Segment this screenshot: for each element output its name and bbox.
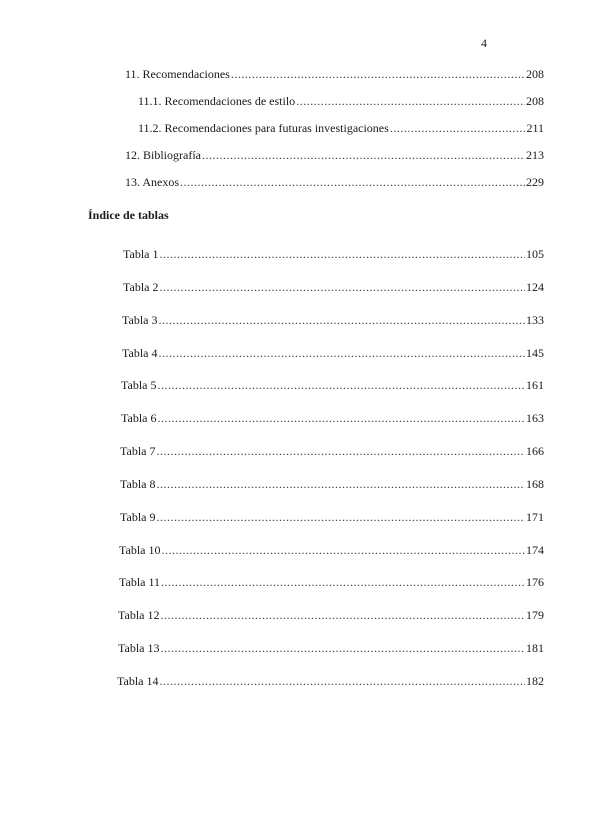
toc-entry-label: 12. Bibliografía bbox=[125, 148, 201, 162]
toc-entry[interactable] bbox=[138, 93, 544, 109]
table-entry-label: Tabla 7 bbox=[120, 444, 156, 458]
table-entry[interactable] bbox=[120, 476, 544, 492]
dot-leader bbox=[231, 66, 525, 82]
dot-leader bbox=[296, 93, 525, 109]
table-entry-page: 163 bbox=[526, 411, 544, 425]
toc-entry[interactable] bbox=[125, 147, 544, 163]
table-entry-page: 145 bbox=[526, 346, 544, 360]
table-entry-label: Tabla 3 bbox=[122, 313, 158, 327]
dot-leader bbox=[159, 673, 525, 689]
dot-leader bbox=[158, 345, 525, 361]
toc-entry-page: 229 bbox=[526, 175, 544, 189]
table-entry-label: Tabla 4 bbox=[122, 346, 158, 360]
dot-leader bbox=[156, 476, 525, 492]
toc-entry-page: 208 bbox=[526, 67, 544, 81]
table-entry-page: 176 bbox=[526, 575, 544, 589]
table-entry[interactable] bbox=[118, 640, 544, 656]
table-entry[interactable] bbox=[122, 312, 544, 328]
table-entry-page: 161 bbox=[526, 378, 544, 392]
toc-entry[interactable] bbox=[125, 66, 544, 82]
toc-entry-page: 211 bbox=[526, 121, 544, 135]
toc-entry-page: 208 bbox=[526, 94, 544, 108]
table-entry[interactable] bbox=[122, 345, 544, 361]
dot-leader bbox=[160, 607, 525, 623]
dot-leader bbox=[156, 509, 525, 525]
dot-leader bbox=[161, 574, 525, 590]
table-entry-label: Tabla 6 bbox=[121, 411, 157, 425]
table-entry-page: 105 bbox=[526, 247, 544, 261]
table-entry-page: 168 bbox=[526, 477, 544, 491]
toc-entry-page: 213 bbox=[526, 148, 544, 162]
dot-leader bbox=[202, 147, 525, 163]
table-entry-page: 181 bbox=[526, 641, 544, 655]
tables-index-heading: Índice de tablas bbox=[88, 208, 169, 222]
toc-entry[interactable] bbox=[138, 120, 544, 136]
table-entry-label: Tabla 10 bbox=[119, 543, 161, 557]
table-entry-page: 133 bbox=[526, 313, 544, 327]
table-entry-page: 174 bbox=[526, 543, 544, 557]
table-entry[interactable] bbox=[121, 377, 544, 393]
table-entry-label: Tabla 2 bbox=[123, 280, 159, 294]
table-entry-label: Tabla 1 bbox=[123, 247, 159, 261]
table-entry[interactable] bbox=[123, 279, 544, 295]
dot-leader bbox=[156, 443, 525, 459]
table-entry-label: Tabla 13 bbox=[118, 641, 160, 655]
dot-leader bbox=[158, 312, 525, 328]
dot-leader bbox=[157, 377, 525, 393]
dot-leader bbox=[157, 410, 525, 426]
dot-leader bbox=[159, 279, 525, 295]
table-entry-page: 182 bbox=[526, 674, 544, 688]
table-entry[interactable] bbox=[121, 410, 544, 426]
toc-entry-label: 11.2. Recomendaciones para futuras investigaciones bbox=[138, 121, 389, 135]
table-entry[interactable] bbox=[120, 509, 544, 525]
table-entry[interactable] bbox=[119, 542, 544, 558]
toc-entry[interactable] bbox=[125, 174, 544, 190]
dot-leader bbox=[161, 542, 525, 558]
dot-leader bbox=[390, 120, 526, 136]
toc-entry-label: 13. Anexos bbox=[125, 175, 179, 189]
table-entry[interactable] bbox=[119, 574, 544, 590]
table-entry-label: Tabla 12 bbox=[118, 608, 160, 622]
table-entry-label: Tabla 11 bbox=[119, 575, 161, 589]
dot-leader bbox=[159, 246, 525, 262]
table-entry-label: Tabla 5 bbox=[121, 378, 157, 392]
toc-entry-label: 11.1. Recomendaciones de estilo bbox=[138, 94, 296, 108]
page-number: 4 bbox=[481, 36, 487, 50]
dot-leader bbox=[180, 174, 525, 190]
table-entry-label: Tabla 9 bbox=[120, 510, 156, 524]
table-entry-page: 171 bbox=[526, 510, 544, 524]
table-entry-page: 124 bbox=[526, 280, 544, 294]
table-entry[interactable] bbox=[117, 673, 544, 689]
table-entry-page: 179 bbox=[526, 608, 544, 622]
table-entry[interactable] bbox=[123, 246, 544, 262]
table-entry[interactable] bbox=[120, 443, 544, 459]
table-entry-page: 166 bbox=[526, 444, 544, 458]
table-entry-label: Tabla 8 bbox=[120, 477, 156, 491]
table-entry-label: Tabla 14 bbox=[117, 674, 159, 688]
toc-entry-label: 11. Recomendaciones bbox=[125, 67, 230, 81]
table-entry[interactable] bbox=[118, 607, 544, 623]
dot-leader bbox=[160, 640, 525, 656]
